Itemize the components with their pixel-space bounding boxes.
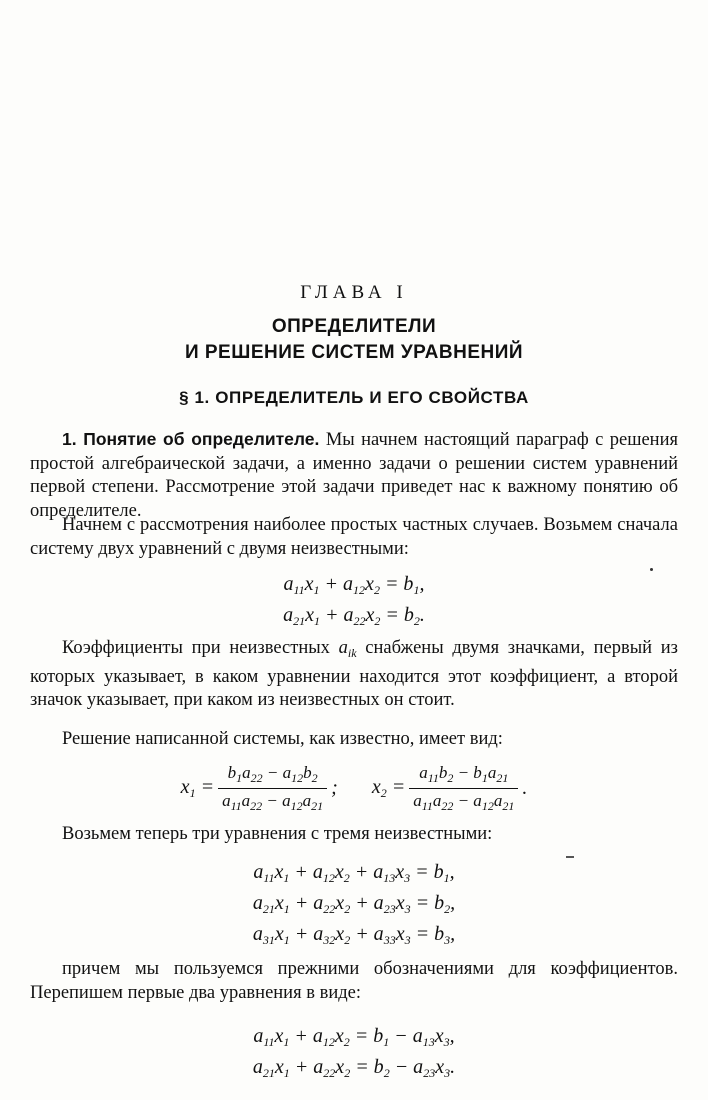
- equation-line: $a_{21}x_1 + a_{22}x_2 = b_2$.: [283, 604, 425, 628]
- paragraph-3-text-a: Коэффициенты при неизвестных: [62, 638, 339, 658]
- formula-x1: $x_1$ =: [180, 776, 215, 800]
- section-title: § 1. ОПРЕДЕЛИТЕЛЬ И ЕГО СВОЙСТВА: [179, 388, 529, 407]
- equation-line: $a_{11}x_1 + a_{12}x_2 = b_1 - a_{13}x_3$,: [253, 1025, 455, 1049]
- equation-line: $a_{11}x_1 + a_{12}x_2 + a_{13}x_3 = b_1$,: [253, 861, 455, 885]
- equation-line: $a_{11}x_1 + a_{12}x_2 = b_1$,: [283, 573, 425, 597]
- print-speck: [566, 856, 574, 858]
- equation-line: $a_{21}x_1 + a_{22}x_2 = b_2 - a_{23}x_3$.: [252, 1056, 456, 1080]
- equation-line: $a_{31}x_1 + a_{32}x_2 + a_{33}x_3 = b_3$,: [252, 923, 456, 947]
- equation-system-2x2: [0, 572, 708, 634]
- coefficient-symbol: $a_{ik}$: [338, 638, 357, 660]
- paragraph-5: Возьмем теперь три уравнения с тремя неизвестными:: [62, 824, 493, 844]
- paragraph-1: [30, 428, 678, 523]
- solution-formulas: $x_1$ = $\frac{b_1a_{22} - a_{12}b_2}{a_{11}a_{22} - a_{12}a_{21}}$ ; $x_2$ = $\frac{a_{11}b_2 - b_1a_{21}}{a_{11}a_{22} - a_{12}a_{21}}$ .: [180, 763, 528, 813]
- formula-x2: $x_2$ =: [371, 776, 406, 800]
- paragraph-3: [30, 637, 678, 713]
- fraction-x2: $\frac{a_{11}b_2 - b_1a_{21}}{a_{11}a_{22} - a_{12}a_{21}}$: [409, 763, 518, 814]
- paragraph-2: Начнем с рассмотрения наиболее простых частных случаев. Возьмем сначала систему двух уравнений с двумя неизвестными:: [30, 515, 678, 559]
- equation-line: $a_{21}x_1 + a_{22}x_2 + a_{23}x_3 = b_2$,: [252, 892, 456, 916]
- paragraph-6: причем мы пользуемся прежними обозначениями для коэффициентов. Перепишем первые два уравнения в виде:: [30, 959, 678, 1003]
- paragraph-1-text: Мы начнем настоящий параграф с решения простой алгебраической задачи, а именно задачи о решении систем уравнений первой степени. Рассмотрение этой задачи приведет нас к важному понятию об определителе.: [30, 430, 678, 521]
- subsection-heading: 1. Понятие об определителе.: [62, 429, 320, 449]
- paragraph-3-text-b: снабжены двумя значками, первый из которых указывает, в каком уравнении находится этот коэффициент, а второй значок указывает, при каком из неизвестных он стоит.: [30, 638, 678, 710]
- equation-system-rewritten: [0, 1024, 708, 1086]
- fraction-x1: $\frac{b_1a_{22} - a_{12}b_2}{a_{11}a_{22} - a_{12}a_{21}}$: [218, 763, 327, 814]
- chapter-label: ГЛАВА I: [300, 282, 408, 303]
- paragraph-4: Решение написанной системы, как известно, имеет вид:: [62, 729, 503, 749]
- print-speck: [650, 568, 653, 571]
- equation-system-3x3: [0, 860, 708, 953]
- chapter-title-line1: ОПРЕДЕЛИТЕЛИ: [271, 316, 437, 337]
- chapter-title-line2: И РЕШЕНИЕ СИСТЕМ УРАВНЕНИЙ: [184, 342, 524, 363]
